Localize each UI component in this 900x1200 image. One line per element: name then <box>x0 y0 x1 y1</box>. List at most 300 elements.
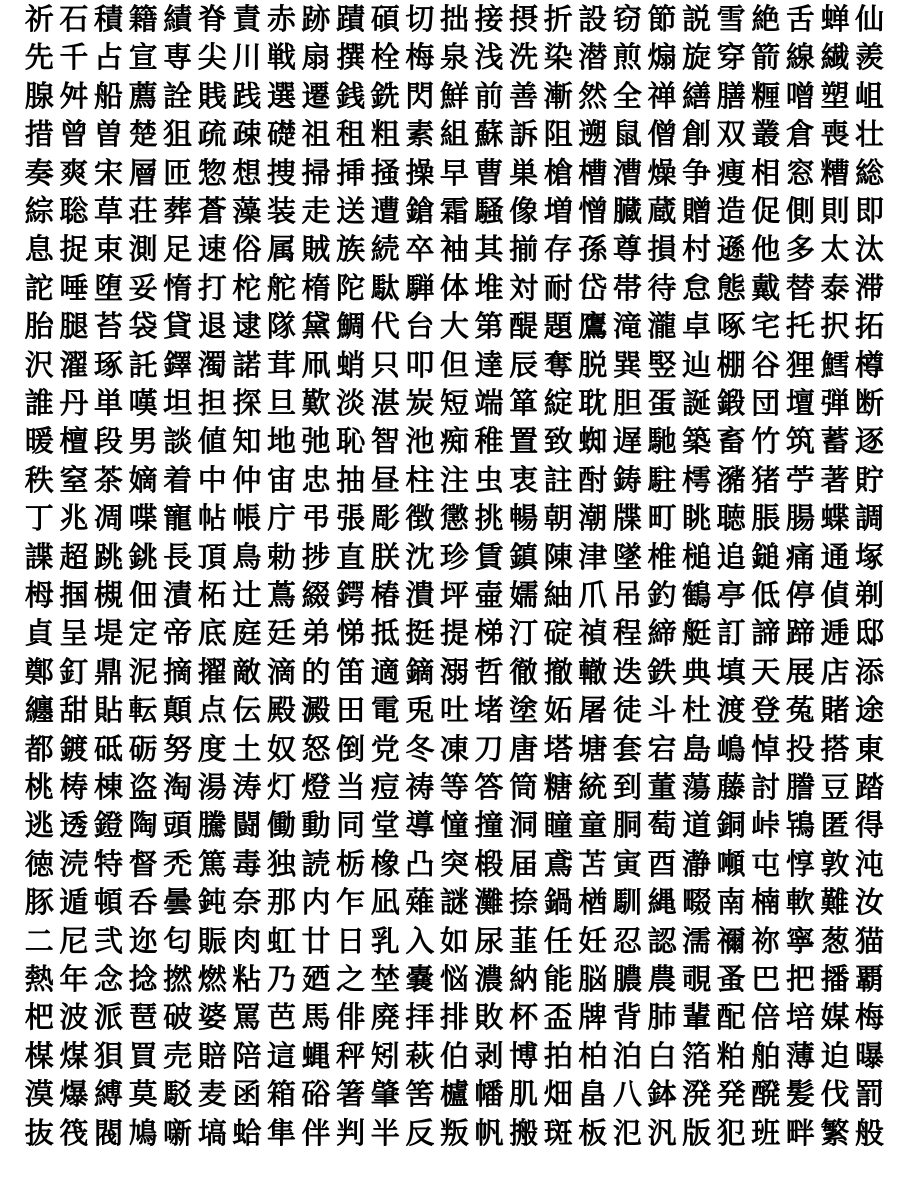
calligraphy-glyph: 斗 <box>647 693 677 728</box>
character-row <box>22 807 887 843</box>
calligraphy-glyph: 禎 <box>578 616 608 651</box>
calligraphy-glyph: 諦 <box>751 616 781 651</box>
calligraphy-glyph: 苔 <box>93 309 123 344</box>
calligraphy-glyph: 打 <box>197 270 227 305</box>
calligraphy-glyph: 濃 <box>474 962 504 996</box>
calligraphy-glyph: 挿 <box>336 155 366 190</box>
calligraphy-glyph: 喪 <box>820 117 850 152</box>
calligraphy-glyph: 徹 <box>509 654 539 689</box>
calligraphy-glyph: 展 <box>785 654 815 689</box>
calligraphy-glyph: 纏 <box>24 693 54 728</box>
calligraphy-glyph: 祈 <box>24 2 54 36</box>
calligraphy-glyph: 媒 <box>820 1000 850 1035</box>
calligraphy-glyph: 蝿 <box>301 1038 331 1073</box>
calligraphy-glyph: 拓 <box>855 309 885 344</box>
calligraphy-glyph: 読 <box>301 846 331 881</box>
character-row <box>22 78 887 114</box>
calligraphy-glyph: 匿 <box>820 808 850 843</box>
calligraphy-glyph: 達 <box>474 347 504 382</box>
calligraphy-glyph: 党 <box>370 731 400 766</box>
calligraphy-glyph: 埜 <box>370 962 400 996</box>
calligraphy-glyph: 柏 <box>578 1038 608 1073</box>
calligraphy-glyph: 箭 <box>751 40 781 75</box>
calligraphy-glyph: 汰 <box>855 232 885 267</box>
calligraphy-glyph: 嚢 <box>405 962 435 996</box>
calligraphy-glyph: 溌 <box>682 1077 712 1112</box>
calligraphy-glyph: 訴 <box>509 117 539 152</box>
calligraphy-glyph: 猪 <box>751 462 781 497</box>
calligraphy-glyph: 鍛 <box>716 386 746 420</box>
calligraphy-glyph: 電 <box>370 693 400 728</box>
calligraphy-glyph: 畜 <box>716 424 746 459</box>
calligraphy-glyph: 伐 <box>820 1077 850 1112</box>
calligraphy-glyph: 偵 <box>820 578 850 612</box>
calligraphy-glyph: 然 <box>578 78 608 113</box>
calligraphy-glyph: 専 <box>163 40 193 75</box>
calligraphy-glyph: 遭 <box>370 194 400 228</box>
calligraphy-glyph: 撚 <box>163 962 193 996</box>
calligraphy-glyph: 息 <box>24 232 54 267</box>
calligraphy-glyph: 年 <box>59 962 89 996</box>
calligraphy-glyph: 濯 <box>59 347 89 382</box>
calligraphy-glyph: 之 <box>336 962 366 996</box>
calligraphy-glyph: 排 <box>439 1000 469 1035</box>
calligraphy-glyph: 積 <box>93 2 123 36</box>
calligraphy-glyph: 乃 <box>266 962 296 996</box>
calligraphy-glyph: 度 <box>197 731 227 766</box>
calligraphy-glyph: 礎 <box>266 117 296 152</box>
calligraphy-glyph: 董 <box>647 770 677 804</box>
calligraphy-glyph: 柘 <box>197 578 227 612</box>
calligraphy-glyph: 塙 <box>197 1115 227 1150</box>
calligraphy-glyph: 斑 <box>543 1115 573 1150</box>
calligraphy-glyph: 到 <box>612 770 642 804</box>
calligraphy-glyph: 挑 <box>474 501 504 536</box>
calligraphy-glyph: 捗 <box>301 539 331 574</box>
calligraphy-glyph: 蝶 <box>820 501 850 536</box>
calligraphy-glyph: 但 <box>439 347 469 382</box>
calligraphy-glyph: 届 <box>509 846 539 881</box>
calligraphy-glyph: 肌 <box>509 1077 539 1112</box>
calligraphy-glyph: 線 <box>785 40 815 75</box>
calligraphy-glyph: 禰 <box>716 923 746 958</box>
calligraphy-glyph: 梅 <box>855 1000 885 1035</box>
calligraphy-glyph: 念 <box>93 962 123 996</box>
calligraphy-glyph: 跡 <box>301 2 331 36</box>
calligraphy-glyph: 釣 <box>647 578 677 612</box>
calligraphy-glyph: 掻 <box>370 155 400 190</box>
calligraphy-glyph: 突 <box>439 846 469 881</box>
calligraphy-glyph: 泊 <box>612 1038 642 1073</box>
calligraphy-glyph: 切 <box>405 2 435 36</box>
calligraphy-glyph: 兎 <box>405 693 435 728</box>
calligraphy-glyph: 巴 <box>751 962 781 996</box>
calligraphy-glyph: 漬 <box>163 578 193 612</box>
calligraphy-glyph: 敦 <box>820 846 850 881</box>
calligraphy-glyph: 弾 <box>820 386 850 420</box>
calligraphy-glyph: 鍋 <box>543 885 573 920</box>
calligraphy-glyph: 像 <box>509 194 539 228</box>
calligraphy-glyph: 答 <box>474 770 504 804</box>
calligraphy-glyph: 燃 <box>197 962 227 996</box>
calligraphy-glyph: 辻 <box>232 578 262 612</box>
calligraphy-glyph: 培 <box>785 1000 815 1035</box>
calligraphy-glyph: 属 <box>266 232 296 267</box>
calligraphy-glyph: 徒 <box>612 693 642 728</box>
character-row <box>22 1 887 37</box>
calligraphy-glyph: 岨 <box>855 78 885 113</box>
calligraphy-glyph: 鋳 <box>612 462 642 497</box>
character-row <box>22 539 887 575</box>
calligraphy-glyph: 超 <box>59 539 89 574</box>
calligraphy-glyph: 播 <box>820 962 850 996</box>
calligraphy-glyph: 函 <box>232 1077 262 1112</box>
calligraphy-glyph: 沈 <box>405 539 435 574</box>
calligraphy-glyph: 藤 <box>716 770 746 804</box>
calligraphy-glyph: 痴 <box>439 424 469 459</box>
calligraphy-glyph: 葬 <box>163 194 193 228</box>
calligraphy-glyph: 措 <box>24 117 54 152</box>
calligraphy-glyph: 都 <box>24 731 54 766</box>
calligraphy-glyph: 多 <box>785 232 815 267</box>
calligraphy-glyph: 板 <box>578 1115 608 1150</box>
calligraphy-glyph: 脱 <box>578 347 608 382</box>
calligraphy-glyph: 断 <box>855 386 885 420</box>
calligraphy-glyph: 濁 <box>197 347 227 382</box>
calligraphy-glyph: 洞 <box>509 808 539 843</box>
calligraphy-glyph: 葱 <box>820 923 850 958</box>
calligraphy-glyph: 馳 <box>647 424 677 459</box>
calligraphy-glyph: 探 <box>232 386 262 420</box>
calligraphy-glyph: 乳 <box>370 923 400 958</box>
calligraphy-glyph: 鯛 <box>336 309 366 344</box>
calligraphy-glyph: 栂 <box>24 578 54 612</box>
calligraphy-glyph: 橡 <box>370 846 400 881</box>
calligraphy-glyph: 納 <box>509 962 539 996</box>
calligraphy-glyph: 戴 <box>751 270 781 305</box>
calligraphy-glyph: 犯 <box>716 1115 746 1150</box>
calligraphy-glyph: 筏 <box>59 1115 89 1150</box>
calligraphy-glyph: 潰 <box>405 578 435 612</box>
calligraphy-glyph: 鱈 <box>820 347 850 382</box>
character-row <box>22 1076 887 1112</box>
calligraphy-glyph: 擢 <box>197 654 227 689</box>
calligraphy-glyph: 爽 <box>59 155 89 190</box>
calligraphy-glyph: 短 <box>439 386 469 420</box>
calligraphy-glyph: 淘 <box>163 770 193 804</box>
calligraphy-glyph: 墜 <box>612 539 642 574</box>
calligraphy-glyph: 鴇 <box>785 808 815 843</box>
calligraphy-glyph: 促 <box>751 194 781 228</box>
calligraphy-glyph: 凸 <box>405 846 435 881</box>
character-row <box>22 1038 887 1074</box>
calligraphy-glyph: 退 <box>197 309 227 344</box>
calligraphy-glyph: 弔 <box>301 501 331 536</box>
calligraphy-glyph: 禅 <box>647 78 677 113</box>
calligraphy-glyph: 隊 <box>266 309 296 344</box>
calligraphy-glyph: 徴 <box>405 501 435 536</box>
calligraphy-glyph: 田 <box>336 693 366 728</box>
calligraphy-glyph: 般 <box>855 1115 885 1150</box>
calligraphy-glyph: 則 <box>820 194 850 228</box>
calligraphy-glyph: 折 <box>543 2 573 36</box>
calligraphy-glyph: 博 <box>509 1038 539 1073</box>
character-row <box>22 615 887 651</box>
calligraphy-glyph: 把 <box>785 962 815 996</box>
calligraphy-glyph: 兆 <box>59 501 89 536</box>
calligraphy-glyph: 弟 <box>301 616 331 651</box>
calligraphy-glyph: 千 <box>59 40 89 75</box>
calligraphy-glyph: 剥 <box>474 1038 504 1073</box>
calligraphy-glyph: 脹 <box>751 501 781 536</box>
character-row <box>22 231 887 267</box>
calligraphy-glyph: 伝 <box>232 693 262 728</box>
calligraphy-glyph: 徳 <box>24 846 54 881</box>
calligraphy-glyph: 蹄 <box>785 616 815 651</box>
calligraphy-glyph: 鍍 <box>59 731 89 766</box>
calligraphy-glyph: 忠 <box>301 462 331 497</box>
calligraphy-glyph: 宕 <box>647 731 677 766</box>
calligraphy-glyph: 髪 <box>785 1077 815 1112</box>
calligraphy-glyph: 鼠 <box>612 117 642 152</box>
calligraphy-glyph: 適 <box>370 654 400 689</box>
calligraphy-glyph: 替 <box>785 270 815 305</box>
calligraphy-glyph: 撞 <box>474 808 504 843</box>
calligraphy-glyph: 胎 <box>24 309 54 344</box>
calligraphy-glyph: 注 <box>439 462 469 497</box>
calligraphy-glyph: 腺 <box>24 78 54 113</box>
calligraphy-glyph: 僧 <box>647 117 677 152</box>
calligraphy-glyph: 鎗 <box>405 194 435 228</box>
calligraphy-glyph: 店 <box>820 654 850 689</box>
calligraphy-glyph: 莫 <box>128 1077 158 1112</box>
calligraphy-glyph: 闘 <box>232 808 262 843</box>
calligraphy-glyph: 拍 <box>543 1038 573 1073</box>
calligraphy-glyph: 農 <box>647 962 677 996</box>
calligraphy-glyph: 貸 <box>163 309 193 344</box>
calligraphy-glyph: 其 <box>474 232 504 267</box>
calligraphy-glyph: 摘 <box>163 654 193 689</box>
calligraphy-glyph: 箔 <box>682 1038 712 1073</box>
calligraphy-glyph: 溺 <box>439 654 469 689</box>
calligraphy-glyph: 泉 <box>439 40 469 75</box>
calligraphy-glyph: 羨 <box>855 40 885 75</box>
calligraphy-glyph: 煎 <box>612 40 642 75</box>
calligraphy-glyph: 畔 <box>785 1115 815 1150</box>
calligraphy-glyph: 粕 <box>716 1038 746 1073</box>
calligraphy-glyph: 韮 <box>509 923 539 958</box>
calligraphy-glyph: 測 <box>128 232 158 267</box>
calligraphy-glyph: 陳 <box>543 539 573 574</box>
calligraphy-glyph: 努 <box>163 731 193 766</box>
calligraphy-glyph: 全 <box>612 78 642 113</box>
calligraphy-glyph: 唾 <box>59 270 89 305</box>
calligraphy-glyph: 宙 <box>266 462 296 497</box>
calligraphy-glyph: 伴 <box>301 1115 331 1150</box>
calligraphy-glyph: 廃 <box>370 1000 400 1035</box>
calligraphy-glyph: 足 <box>163 232 193 267</box>
calligraphy-glyph: 買 <box>128 1038 158 1073</box>
calligraphy-glyph: 賠 <box>197 1038 227 1073</box>
character-row <box>22 270 887 306</box>
calligraphy-glyph: 猫 <box>855 923 885 958</box>
calligraphy-glyph: 逮 <box>232 309 262 344</box>
calligraphy-glyph: 綻 <box>543 386 573 420</box>
calligraphy-glyph: 等 <box>439 770 469 804</box>
calligraphy-glyph: 想 <box>232 155 262 190</box>
calligraphy-glyph: 檀 <box>59 424 89 459</box>
calligraphy-glyph: 吐 <box>439 693 469 728</box>
calligraphy-glyph: 停 <box>785 578 815 612</box>
character-row <box>22 155 887 191</box>
calligraphy-glyph: 蛤 <box>232 1115 262 1150</box>
calligraphy-glyph: 程 <box>612 616 642 651</box>
calligraphy-glyph: 豆 <box>820 770 850 804</box>
calligraphy-glyph: 創 <box>682 117 712 152</box>
calligraphy-glyph: 仲 <box>232 462 262 497</box>
calligraphy-glyph: 藻 <box>232 194 262 228</box>
character-row <box>22 577 887 613</box>
calligraphy-glyph: 柱 <box>405 462 435 497</box>
calligraphy-glyph: 搬 <box>509 1115 539 1150</box>
calligraphy-glyph: 亭 <box>716 578 746 612</box>
calligraphy-glyph: 那 <box>266 885 296 920</box>
calligraphy-glyph: 栃 <box>336 846 366 881</box>
calligraphy-glyph: 衷 <box>509 462 539 497</box>
calligraphy-glyph: 抜 <box>24 1115 54 1150</box>
calligraphy-glyph: 唐 <box>509 731 539 766</box>
calligraphy-glyph: 轍 <box>578 654 608 689</box>
calligraphy-glyph: 八 <box>612 1077 642 1112</box>
calligraphy-glyph: 醍 <box>509 309 539 344</box>
character-row <box>22 923 887 959</box>
calligraphy-glyph: 巣 <box>509 155 539 190</box>
calligraphy-glyph: 宅 <box>751 309 781 344</box>
calligraphy-glyph: 側 <box>785 194 815 228</box>
calligraphy-glyph: 貯 <box>855 462 885 497</box>
calligraphy-glyph: 奈 <box>232 885 262 920</box>
calligraphy-glyph: 絶 <box>751 2 781 36</box>
calligraphy-glyph: 村 <box>682 232 712 267</box>
calligraphy-glyph: 畷 <box>682 885 712 920</box>
calligraphy-glyph: 珍 <box>439 539 469 574</box>
calligraphy-glyph: 締 <box>647 616 677 651</box>
calligraphy-glyph: 日 <box>336 923 366 958</box>
calligraphy-glyph: 捉 <box>59 232 89 267</box>
calligraphy-glyph: 逃 <box>24 808 54 843</box>
calligraphy-glyph: 耐 <box>543 270 573 305</box>
calligraphy-glyph: 凪 <box>370 885 400 920</box>
calligraphy-glyph: 卒 <box>405 232 435 267</box>
calligraphy-glyph: 禿 <box>163 846 193 881</box>
calligraphy-glyph: 督 <box>128 846 158 881</box>
calligraphy-glyph: 独 <box>266 846 296 881</box>
calligraphy-glyph: 惇 <box>785 846 815 881</box>
calligraphy-glyph: 噺 <box>163 1115 193 1150</box>
calligraphy-glyph: 浅 <box>474 40 504 75</box>
calligraphy-glyph: 杜 <box>682 693 712 728</box>
calligraphy-glyph: 迭 <box>612 654 642 689</box>
calligraphy-glyph: 蔵 <box>647 194 677 228</box>
calligraphy-glyph: 曝 <box>855 1038 885 1073</box>
calligraphy-glyph: 蜘 <box>578 424 608 459</box>
calligraphy-glyph: 凍 <box>439 731 469 766</box>
calligraphy-glyph: 調 <box>855 501 885 536</box>
calligraphy-glyph: 曽 <box>93 117 123 152</box>
character-row <box>22 769 887 805</box>
calligraphy-glyph: 掃 <box>301 155 331 190</box>
calligraphy-glyph: 槍 <box>543 155 573 190</box>
calligraphy-glyph: 先 <box>24 40 54 75</box>
calligraphy-glyph: 妊 <box>578 923 608 958</box>
calligraphy-glyph: 遜 <box>716 232 746 267</box>
calligraphy-glyph: 邸 <box>855 616 885 651</box>
calligraphy-glyph: 袋 <box>128 309 158 344</box>
calligraphy-glyph: 筒 <box>509 770 539 804</box>
calligraphy-glyph: 椎 <box>647 539 677 574</box>
calligraphy-glyph: 泥 <box>128 654 158 689</box>
calligraphy-glyph: 丹 <box>59 386 89 420</box>
calligraphy-glyph: 同 <box>336 808 366 843</box>
calligraphy-glyph: 賑 <box>197 923 227 958</box>
calligraphy-glyph: 端 <box>474 386 504 420</box>
calligraphy-glyph: 敵 <box>232 654 262 689</box>
calligraphy-glyph: 痩 <box>716 155 746 190</box>
calligraphy-glyph: 奴 <box>266 731 296 766</box>
calligraphy-glyph: 噸 <box>716 846 746 881</box>
calligraphy-glyph: 鳩 <box>128 1115 158 1150</box>
calligraphy-glyph: 発 <box>716 1077 746 1112</box>
calligraphy-glyph: 単 <box>93 386 123 420</box>
calligraphy-glyph: 槌 <box>682 539 712 574</box>
calligraphy-glyph: 涛 <box>232 770 262 804</box>
calligraphy-glyph: 塚 <box>855 539 885 574</box>
calligraphy-glyph: 虫 <box>474 462 504 497</box>
calligraphy-glyph: 総 <box>855 155 885 190</box>
calligraphy-glyph: 苧 <box>785 462 815 497</box>
calligraphy-glyph: 梼 <box>59 770 89 804</box>
calligraphy-glyph: 抵 <box>370 616 400 651</box>
calligraphy-glyph: 啄 <box>716 309 746 344</box>
calligraphy-glyph: 寧 <box>785 923 815 958</box>
calligraphy-glyph: 阻 <box>543 117 573 152</box>
calligraphy-glyph: 頂 <box>197 539 227 574</box>
calligraphy-glyph: 冬 <box>405 731 435 766</box>
calligraphy-glyph: 繊 <box>820 40 850 75</box>
calligraphy-glyph: 束 <box>93 232 123 267</box>
calligraphy-glyph: 頭 <box>163 808 193 843</box>
calligraphy-glyph: 屯 <box>751 846 781 881</box>
calligraphy-glyph: 喋 <box>128 501 158 536</box>
calligraphy-glyph: 庁 <box>266 501 296 536</box>
calligraphy-glyph: 碇 <box>543 616 573 651</box>
calligraphy-glyph: 層 <box>128 155 158 190</box>
calligraphy-glyph: 東 <box>855 731 885 766</box>
calligraphy-glyph: 叛 <box>439 1115 469 1150</box>
calligraphy-glyph: 胴 <box>612 808 642 843</box>
calligraphy-glyph: 吊 <box>612 578 642 612</box>
calligraphy-glyph: 池 <box>405 424 435 459</box>
calligraphy-glyph: 筈 <box>405 1077 435 1112</box>
calligraphy-glyph: 麦 <box>197 1077 227 1112</box>
calligraphy-glyph: 碩 <box>370 2 400 36</box>
calligraphy-glyph: 張 <box>336 501 366 536</box>
calligraphy-glyph: 畑 <box>543 1077 573 1112</box>
calligraphy-glyph: 漠 <box>24 1077 54 1112</box>
character-row <box>22 39 887 75</box>
calligraphy-glyph: 寵 <box>163 501 193 536</box>
calligraphy-glyph: 泰 <box>820 270 850 305</box>
